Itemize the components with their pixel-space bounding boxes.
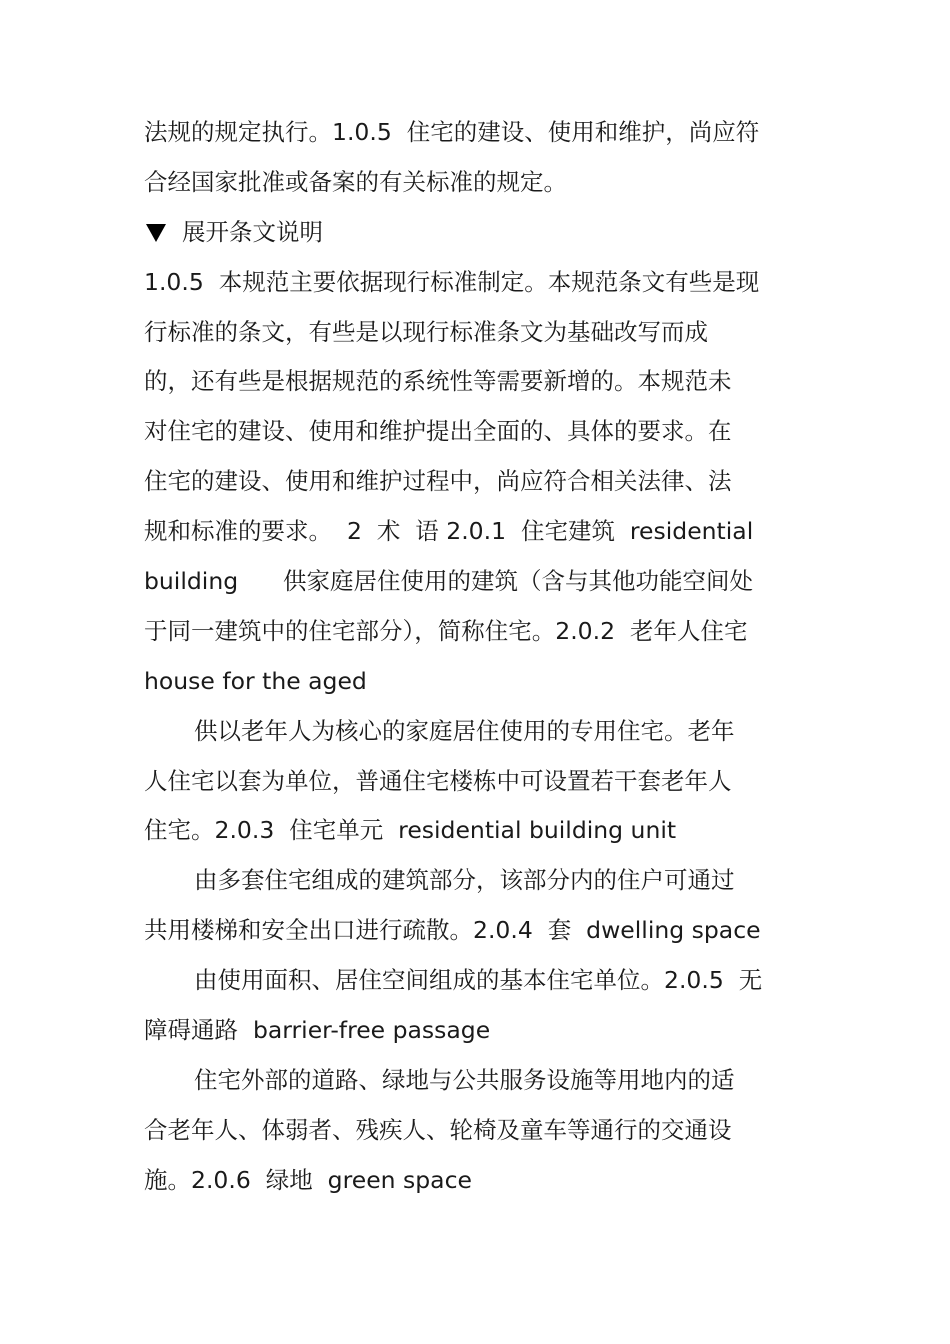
definition-line: 由多套住宅组成的建筑部分，该部分内的住户可通过 [194,866,735,895]
explanation-line: 1.0.5 本规范主要依据现行标准制定。本规范条文有些是现 [144,267,760,296]
definition-line: 施。2.0.6 绿地 green space [144,1165,472,1194]
explanation-line: 住宅的建设、使用和维护过程中，尚应符合相关法律、法 [144,467,732,496]
definition-line: 供以老年人为核心的家庭居住使用的专用住宅。老年 [194,716,735,745]
explanation-line: 的，还有些是根据规范的系统性等需要新增的。本规范未 [144,367,732,396]
definition-line: 共用楼梯和安全出口进行疏散。2.0.4 套 dwelling space [144,916,761,945]
explanation-line: 于同一建筑中的住宅部分），简称住宅。2.0.2 老年人住宅 [144,616,748,645]
definition-line: 住宅外部的道路、绿地与公共服务设施等用地内的适 [194,1065,735,1094]
expand-explanation-label: 展开条文说明 [182,217,323,246]
explanation-line: 行标准的条文，有些是以现行标准条文为基础改写而成 [144,317,708,346]
document-body [144,108,804,1206]
definition-line: 由使用面积、居住空间组成的基本住宅单位。2.0.5 无 [194,966,763,995]
text-line: 合经国家批准或备案的有关标准的规定。 [144,167,567,196]
explanation-line: 对住宅的建设、使用和维护提出全面的、具体的要求。在 [144,417,732,446]
explanation-line: 规和标准的要求。 2 术 语 2.0.1 住宅建筑 residential [144,517,754,546]
definition-line: 障碍通路 barrier-free passage [144,1016,491,1045]
definition-line: 合老年人、体弱者、残疾人、轮椅及童车等通行的交通设 [144,1115,732,1144]
definition-line: 住宅。2.0.3 住宅单元 residential building unit [144,816,677,845]
down-triangle-icon [146,224,166,242]
definition-line: 人住宅以套为单位，普通住宅楼栋中可设置若干套老年人 [144,766,732,795]
expand-explanation-toggle[interactable] [144,208,804,258]
explanation-line: house for the aged [144,666,367,695]
explanation-line: building 供家庭居住使用的建筑（含与其他功能空间处 [144,567,753,596]
text-line: 法规的规定执行。1.0.5 住宅的建设、使用和维护，尚应符 [144,118,760,146]
